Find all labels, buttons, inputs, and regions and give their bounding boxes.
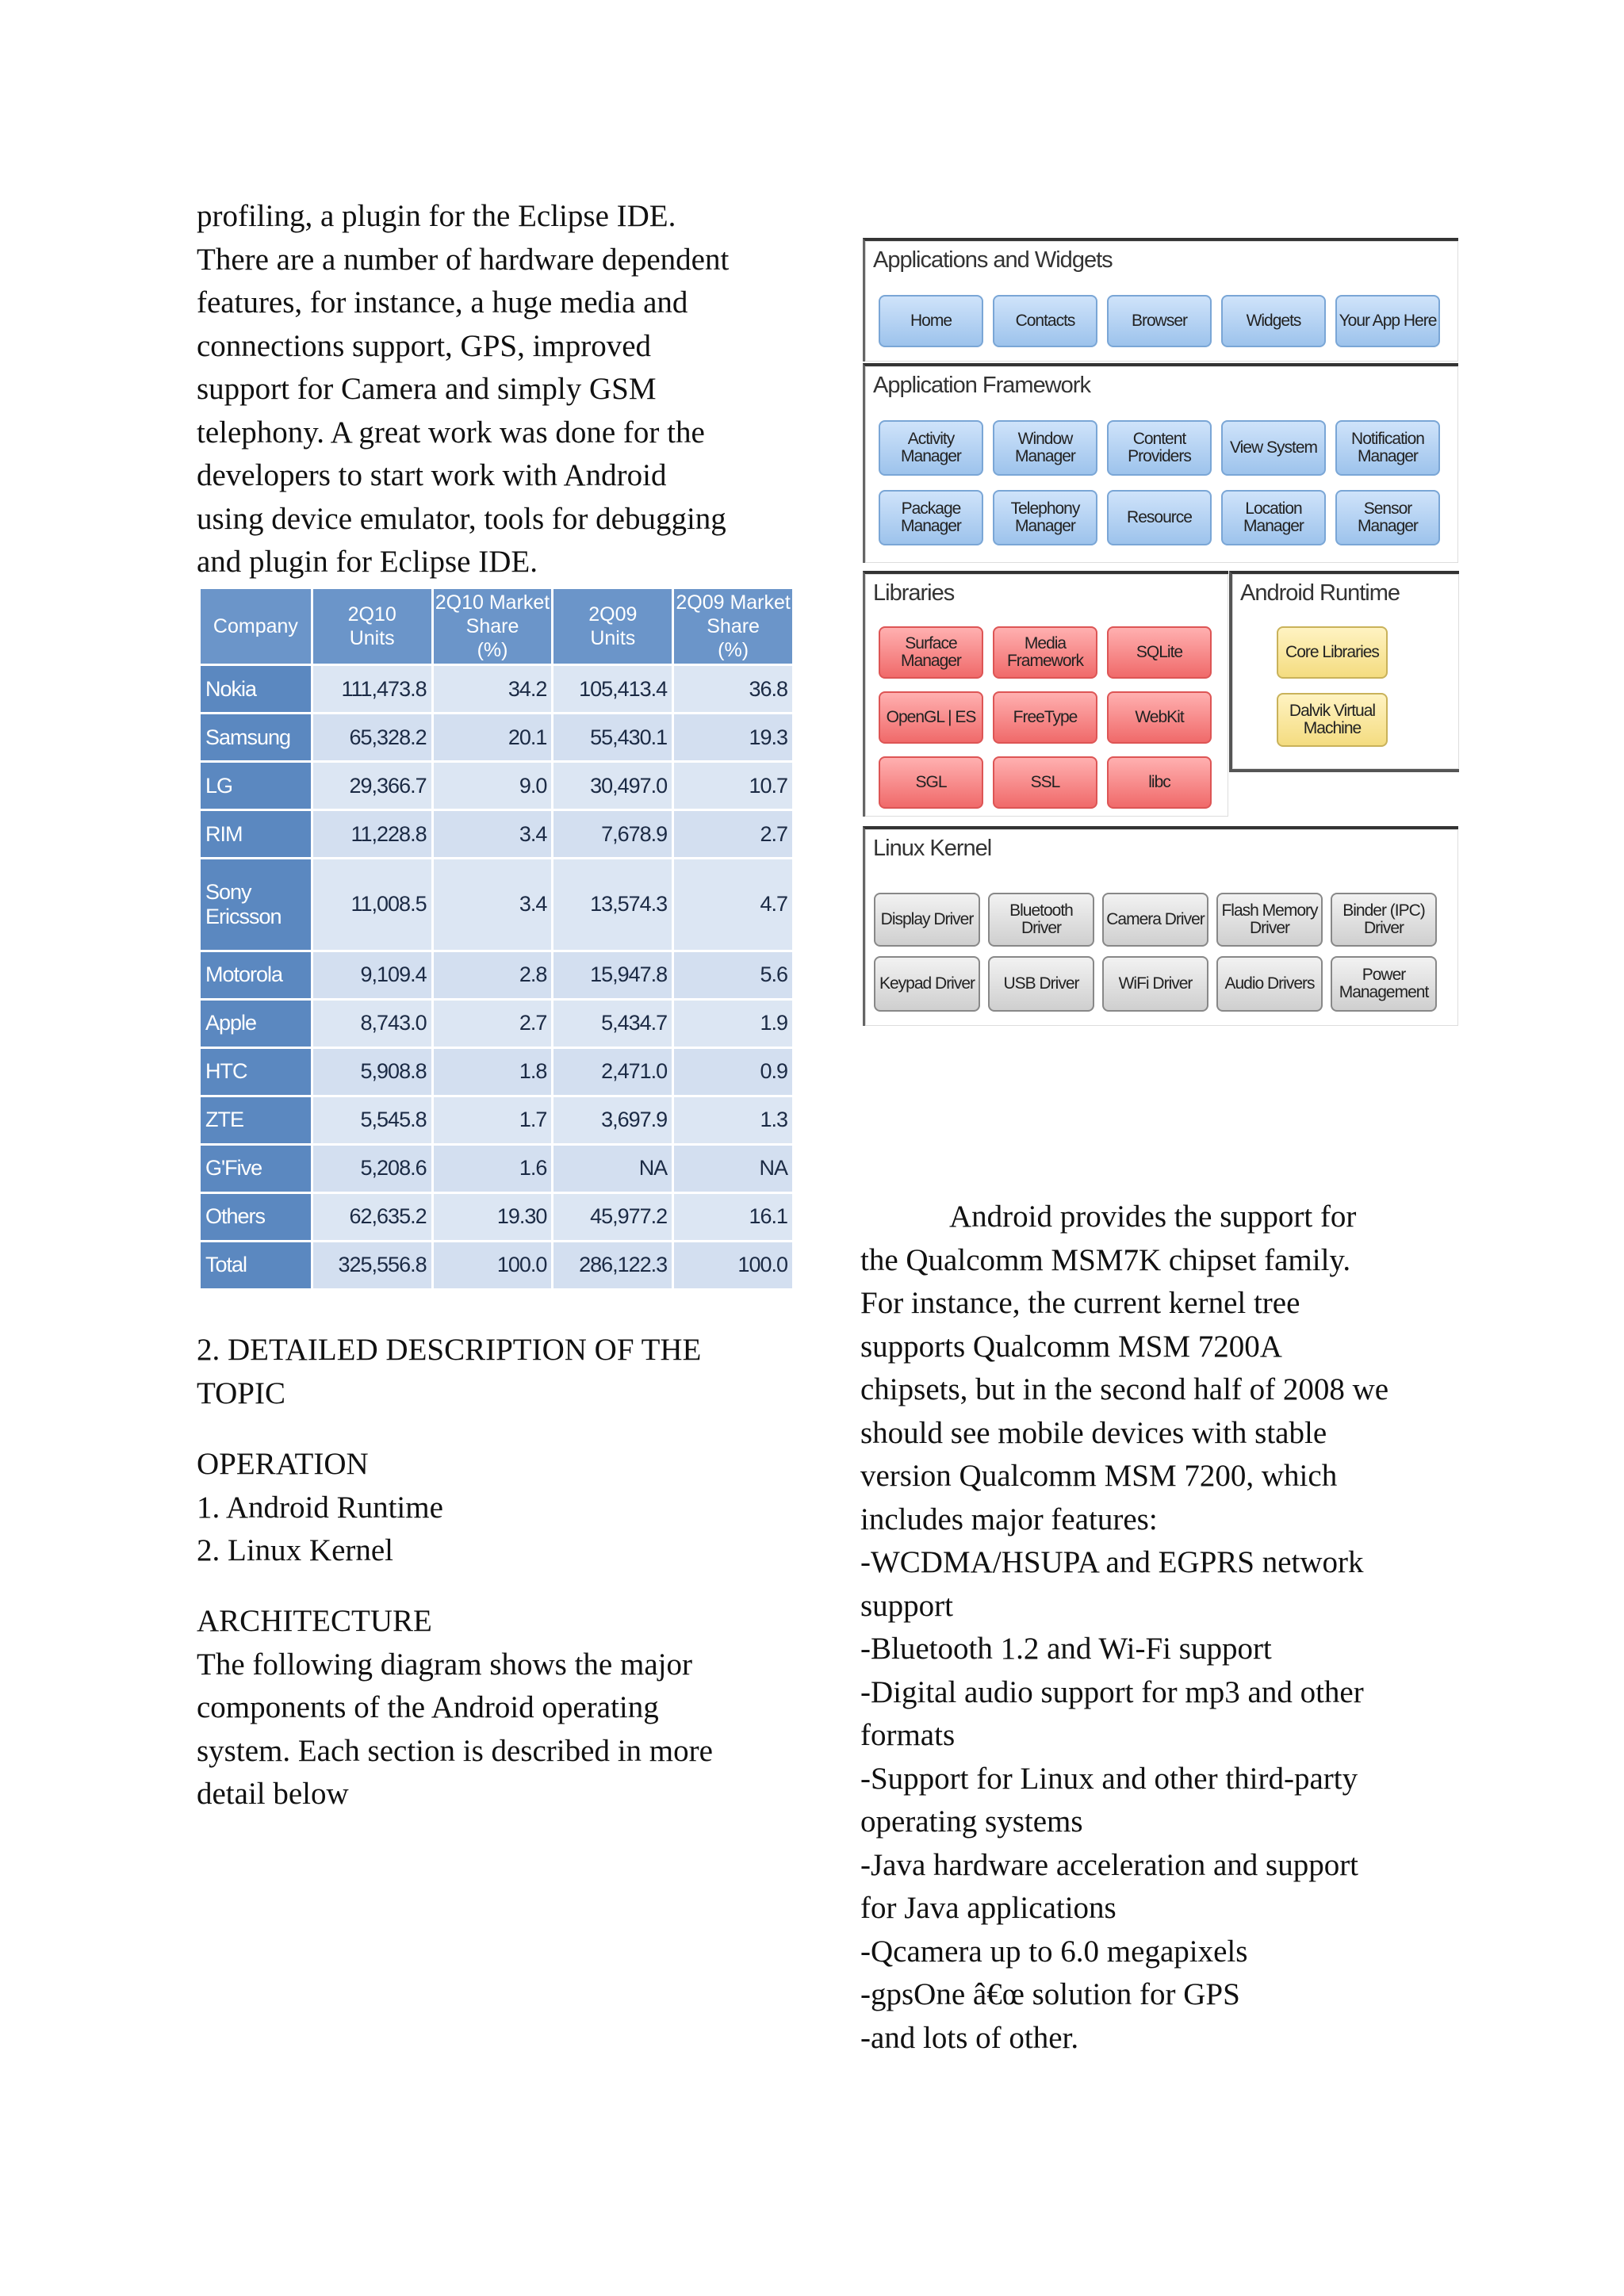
component-core-libraries: Core Libraries [1277,626,1388,679]
value-cell: 105,413.4 [553,665,673,714]
value-cell: 1.3 [673,1096,794,1144]
text-line: using device emulator, tools for debugging [197,501,726,536]
text-line: supports Qualcomm MSM 7200A [860,1329,1282,1364]
company-cell: HTC [200,1047,312,1096]
value-cell: 11,228.8 [312,810,432,859]
value-cell: 5,434.7 [553,999,673,1047]
company-cell: RIM [200,810,312,859]
company-cell: ZTE [200,1096,312,1144]
text-line: profiling, a plugin for the Eclipse IDE. [197,199,676,233]
value-cell: 13,574.3 [553,859,673,951]
value-cell: 2,471.0 [553,1047,673,1096]
value-cell: 2.7 [673,810,794,859]
company-cell: Apple [200,999,312,1047]
component-resource: Resource [1107,490,1212,545]
value-cell: 3.4 [432,859,553,951]
value-cell: 9,109.4 [312,951,432,999]
value-cell: 19.3 [673,714,794,762]
text-line: There are a number of hardware dependent [197,242,730,277]
text-line: features, for instance, a huge media and [197,285,688,320]
table-row [200,1144,794,1192]
component-flash-memory-driver: Flash Memory Driver [1216,893,1323,947]
component-binder-driver: Binder (IPC) Driver [1331,893,1437,947]
text-line: includes major features: [860,1502,1158,1536]
table-row [200,1241,794,1289]
value-cell: 0.9 [673,1047,794,1096]
value-cell: 5,208.6 [312,1144,432,1192]
list-item: 2. Linux Kernel [197,1533,394,1567]
text-line: -Support for Linux and other third-party [860,1761,1358,1796]
component-notification-manager: Notification Manager [1335,420,1440,476]
text-line: support [860,1588,953,1623]
value-cell: 1.9 [673,999,794,1047]
value-cell: 16.1 [673,1192,794,1241]
component-contacts: Contacts [993,295,1097,347]
text-line: Android provides the support for [949,1200,1357,1234]
value-cell: 1.7 [432,1096,553,1144]
component-libc: libc [1107,756,1212,809]
value-cell: 29,366.7 [312,762,432,810]
value-cell: 3,697.9 [553,1096,673,1144]
operation-section [197,1443,807,1573]
value-cell: 19.30 [432,1192,553,1241]
value-cell: 5,908.8 [312,1047,432,1096]
table-header-cell: 2Q10 Units [312,588,432,665]
value-cell: 55,430.1 [553,714,673,762]
component-browser: Browser [1107,295,1212,347]
value-cell: 3.4 [432,810,553,859]
table-body [200,665,794,1290]
table [198,587,795,1291]
company-cell: Motorola [200,951,312,999]
value-cell: 4.7 [673,859,794,951]
value-cell: 100.0 [432,1241,553,1289]
table-header-cell: 2Q09 Market Share (%) [673,588,794,665]
component-sensor-manager: Sensor Manager [1335,490,1440,545]
text-line: should see mobile devices with stable [860,1415,1327,1450]
value-cell: 100.0 [673,1241,794,1289]
component-view-system: View System [1221,420,1326,476]
market-share-table [198,587,795,1291]
component-telephony-manager: Telephony Manager [993,490,1097,545]
component-location-manager: Location Manager [1221,490,1326,545]
value-cell: 11,008.5 [312,859,432,951]
table-row [200,810,794,859]
value-cell: 62,635.2 [312,1192,432,1241]
table-row [200,951,794,999]
component-package-manager: Package Manager [879,490,983,545]
text-line: detail below [197,1777,349,1811]
value-cell: 34.2 [432,665,553,714]
text-line: system. Each section is described in more [197,1733,713,1768]
text-line: the Qualcomm MSM7K chipset family. [860,1242,1351,1277]
value-cell: 9.0 [432,762,553,810]
component-freetype: FreeType [993,691,1097,744]
table-header-cell: Company [200,588,312,665]
text-line: operating systems [860,1804,1083,1839]
layer-title: Libraries [873,580,955,606]
component-dalvik-vm: Dalvik Virtual Machine [1277,693,1388,747]
value-cell: 5,545.8 [312,1096,432,1144]
text-line: -Qcamera up to 6.0 megapixels [860,1934,1248,1969]
table-row [200,859,794,951]
table-row [200,714,794,762]
text-line: developers to start work with Android [197,458,667,492]
company-cell: Samsung [200,714,312,762]
value-cell: 1.8 [432,1047,553,1096]
component-sgl: SGL [879,756,983,809]
text-line: for Java applications [860,1891,1116,1925]
value-cell: 30,497.0 [553,762,673,810]
architecture-heading: ARCHITECTURE [197,1604,432,1638]
component-home: Home [879,295,983,347]
operation-heading: OPERATION [197,1447,369,1481]
value-cell: 2.8 [432,951,553,999]
text-line: -WCDMA/HSUPA and EGPRS network [860,1545,1364,1579]
text-line: -and lots of other. [860,2020,1079,2055]
android-architecture-diagram [863,238,1456,1024]
text-line: formats [860,1718,956,1752]
intro-paragraph [197,195,807,584]
component-bluetooth-driver: Bluetooth Driver [988,893,1094,947]
value-cell: 65,328.2 [312,714,432,762]
table-row [200,1096,794,1144]
text-line: and plugin for Eclipse IDE. [197,545,538,579]
value-cell: 2.7 [432,999,553,1047]
text-line: connections support, GPS, improved [197,328,652,363]
component-content-providers: Content Providers [1107,420,1212,476]
text-line: -Bluetooth 1.2 and Wi-Fi support [860,1632,1272,1666]
table-row [200,999,794,1047]
text-line: -Digital audio support for mp3 and other [860,1674,1364,1709]
company-cell: Total [200,1241,312,1289]
value-cell: 111,473.8 [312,665,432,714]
component-window-manager: Window Manager [993,420,1097,476]
text-line: The following diagram shows the major [197,1647,692,1682]
company-cell: Sony Ericsson [200,859,312,951]
value-cell: 1.6 [432,1144,553,1192]
component-media-framework: Media Framework [993,626,1097,679]
value-cell: 20.1 [432,714,553,762]
section-heading [197,1329,807,1415]
value-cell: 36.8 [673,665,794,714]
component-display-driver: Display Driver [874,893,980,947]
layer-title: Android Runtime [1240,580,1400,606]
value-cell: 325,556.8 [312,1241,432,1289]
company-cell: Nokia [200,665,312,714]
layer-title: Linux Kernel [873,836,992,861]
table-row [200,1192,794,1241]
text-line: chipsets, but in the second half of 2008 we [860,1372,1389,1406]
text-line: For instance, the current kernel tree [860,1286,1300,1320]
heading-line: TOPIC [197,1376,285,1410]
value-cell: NA [553,1144,673,1192]
component-opengl-es: OpenGL | ES [879,691,983,744]
table-header-cell: 2Q09 Units [553,588,673,665]
component-power-management: Power Management [1331,956,1437,1012]
value-cell: 15,947.8 [553,951,673,999]
component-your-app: Your App Here [1335,295,1440,347]
text-line: -Java hardware acceleration and support [860,1847,1359,1882]
value-cell: 10.7 [673,762,794,810]
architecture-section [197,1600,807,1816]
layer-title: Applications and Widgets [873,247,1113,273]
table-header-row [200,588,794,665]
text-line: version Qualcomm MSM 7200, which [860,1459,1338,1493]
table-row [200,1047,794,1096]
component-webkit: WebKit [1107,691,1212,744]
value-cell: 8,743.0 [312,999,432,1047]
component-wifi-driver: WiFi Driver [1102,956,1208,1012]
company-cell: G'Five [200,1144,312,1192]
value-cell: 5.6 [673,951,794,999]
component-ssl: SSL [993,756,1097,809]
value-cell: 286,122.3 [553,1241,673,1289]
component-camera-driver: Camera Driver [1102,893,1208,947]
table-header-cell: 2Q10 Market Share (%) [432,588,553,665]
value-cell: 45,977.2 [553,1192,673,1241]
text-line: support for Camera and simply GSM [197,372,657,406]
component-usb-driver: USB Driver [988,956,1094,1012]
component-audio-drivers: Audio Drivers [1216,956,1323,1012]
list-item: 1. Android Runtime [197,1490,443,1525]
company-cell: LG [200,762,312,810]
chipset-paragraph [860,1196,1447,2060]
component-keypad-driver: Keypad Driver [874,956,980,1012]
value-cell: NA [673,1144,794,1192]
component-surface-manager: Surface Manager [879,626,983,679]
component-activity-manager: Activity Manager [879,420,983,476]
table-row [200,762,794,810]
component-sqlite: SQLite [1107,626,1212,679]
heading-line: 2. DETAILED DESCRIPTION OF THE [197,1333,702,1367]
company-cell: Others [200,1192,312,1241]
text-line: -gpsOne â€œ solution for GPS [860,1977,1240,2011]
value-cell: 7,678.9 [553,810,673,859]
component-widgets: Widgets [1221,295,1326,347]
layer-title: Application Framework [873,373,1090,398]
table-row [200,665,794,714]
text-line: telephony. A great work was done for the [197,415,705,450]
text-line: components of the Android operating [197,1690,659,1724]
